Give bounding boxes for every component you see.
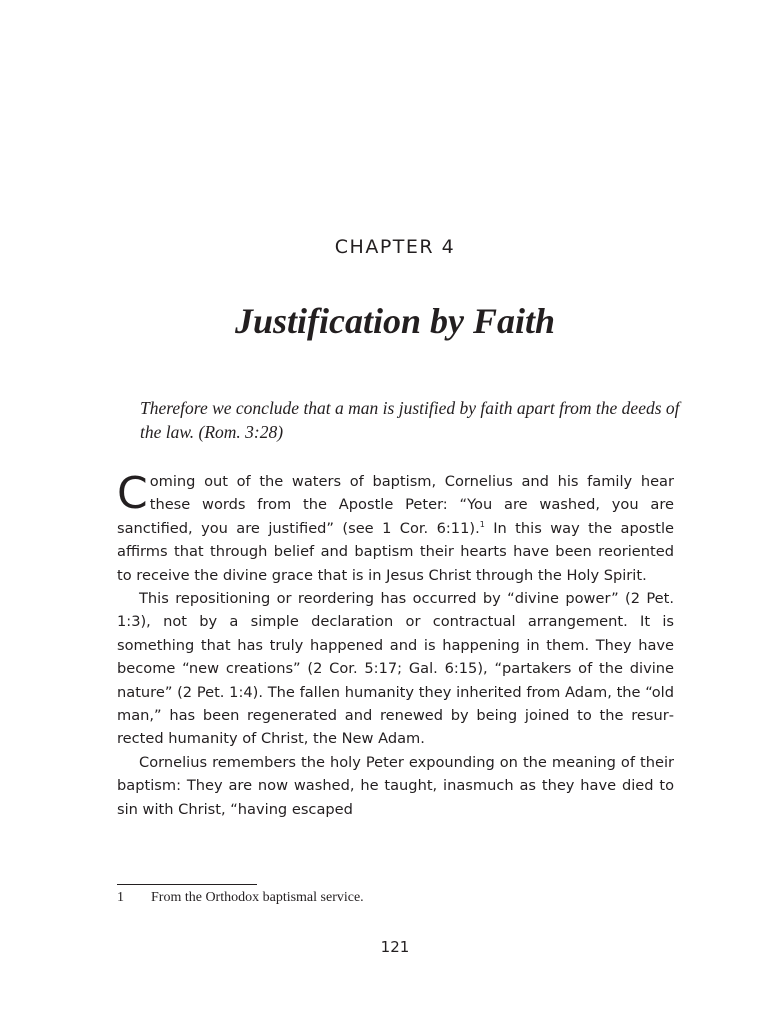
footnote-number: 1: [117, 890, 124, 905]
chapter-title: Justification by Faith: [234, 301, 556, 341]
footnote-text: From the Orthodox baptismal service.: [151, 890, 364, 905]
drop-cap: C: [117, 468, 148, 519]
paragraph-1-text-a: oming out of the waters of baptism, Cornelius and his family hear these words from the Apostle Peter: “You are washed, you are sanctified, you are justified” (see 1 Cor. 6:11).: [117, 473, 674, 537]
footnote-divider: [117, 884, 257, 885]
footnote: [117, 889, 674, 907]
paragraph-1: [117, 470, 674, 587]
footnote-reference: 1: [479, 519, 485, 529]
body-text: [117, 470, 674, 821]
paragraph-3: Cornelius remembers the holy Peter expounding on the meaning of their baptism: They are now washed, he taught, inasmuch as they have died to sin with Christ, “having escaped: [117, 753, 674, 818]
chapter-label: CHAPTER 4: [334, 236, 456, 258]
page-number: 121: [380, 938, 410, 956]
paragraph-2: This repositioning or reordering has occurred by “divine power” (2 Pet. 1:3), not by a simple declaration or contractual arrangement. It is something that has truly happened and is happening in them. They have become “new creations” (2 Cor. 5:17; Gal. 6:15), “partakers of the divine nature” (2 Pet. 1:4). The fallen humanity they inherited from Adam, the “old man,” has been regenerated and renewed by being joined to the resurrected humanity of Christ, the New Adam.: [117, 590, 674, 748]
paragraph-1-text-b: In this way the apostle affirms that through belief and baptism their hearts have been reoriented to receive the divine grace that is in Jesus Christ through the Holy Spirit.: [117, 519, 674, 584]
epigraph: Therefore we conclude that a man is justified by faith apart from the deeds of the law. (Rom. 3:28): [140, 398, 680, 442]
